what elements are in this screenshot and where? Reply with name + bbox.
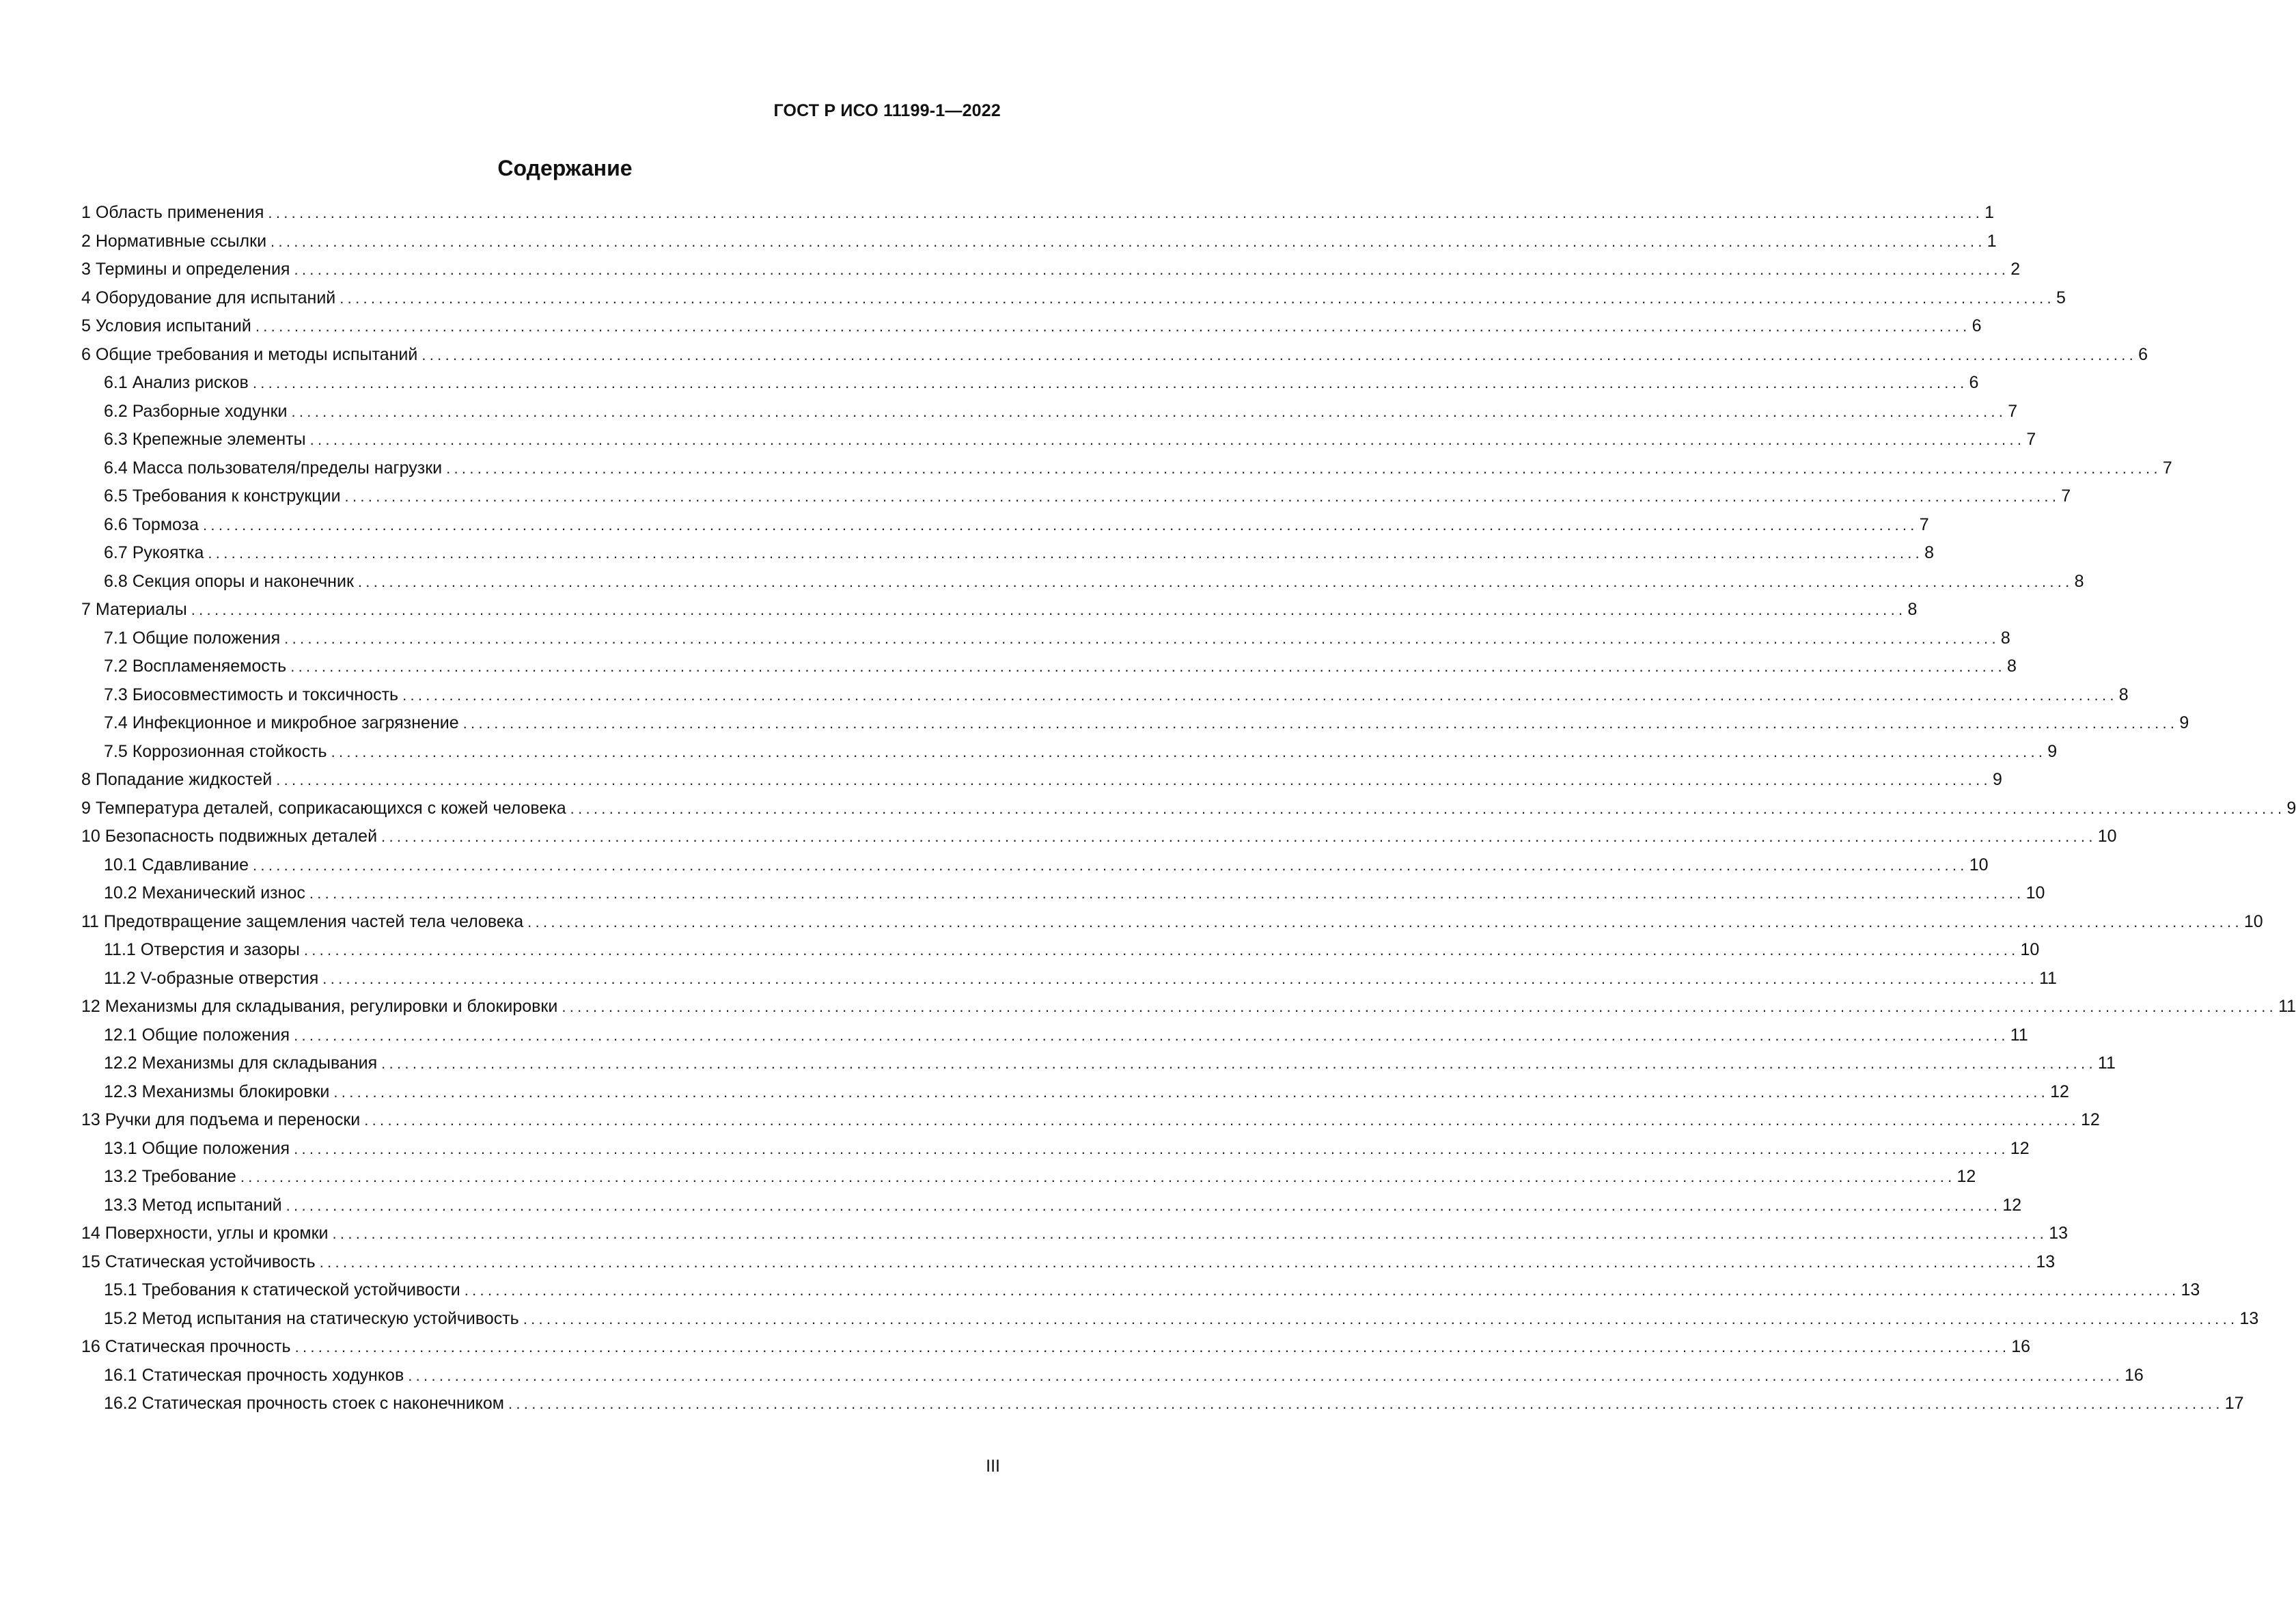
toc-entry-label: 4 Оборудование для испытаний — [81, 288, 336, 307]
toc-entry[interactable] — [81, 341, 2148, 370]
dot-leader: ............................................................................................................................................................................................................................ — [252, 374, 1968, 391]
toc-entry-label: 16.1 Статическая прочность ходунков — [104, 1365, 404, 1385]
toc-entry[interactable] — [81, 1333, 2031, 1362]
toc-entry[interactable] — [81, 568, 2084, 596]
toc-entry-page: 7 — [2026, 430, 2036, 449]
toc-entry[interactable] — [81, 823, 2117, 851]
toc-entry[interactable] — [81, 766, 2002, 795]
toc-entry-label: 7.1 Общие положения — [104, 628, 281, 648]
dot-leader: ............................................................................................................................................................................................................................ — [340, 289, 2055, 307]
dot-leader: ............................................................................................................................................................................................................................ — [255, 318, 1971, 335]
toc-entry-page: 12 — [2050, 1082, 2069, 1101]
toc-entry[interactable] — [81, 539, 1934, 568]
toc-entry-label: 7.2 Воспламеняемость — [104, 657, 287, 676]
dot-leader: ............................................................................................................................................................................................................................ — [408, 1366, 2123, 1384]
toc-entry-label: 8 Попадание жидкостей — [81, 770, 273, 789]
toc-entry[interactable] — [81, 482, 2071, 511]
toc-entry[interactable] — [81, 1078, 2069, 1107]
toc-entry-page: 8 — [2118, 685, 2129, 704]
dot-leader: ............................................................................................................................................................................................................................ — [464, 1282, 2180, 1299]
toc-entry[interactable] — [81, 1248, 2056, 1277]
dot-leader: ............................................................................................................................................................................................................................ — [570, 799, 2286, 817]
toc-entry-page: 11 — [2278, 997, 2296, 1016]
dot-leader: ............................................................................................................................................................................................................................ — [268, 204, 1984, 221]
toc-entry[interactable] — [81, 454, 2172, 483]
toc-entry-page: 1 — [1984, 203, 1995, 222]
toc-entry-page: 7 — [2061, 486, 2071, 506]
toc-entry[interactable] — [81, 1390, 2244, 1418]
toc-entry-page: 11 — [2010, 1025, 2028, 1045]
dot-leader: ............................................................................................................................................................................................................................ — [284, 629, 2000, 647]
toc-entry[interactable] — [81, 256, 2021, 284]
dot-leader: ............................................................................................................................................................................................................................ — [331, 743, 2047, 760]
toc-entry[interactable] — [81, 624, 2010, 653]
toc-entry[interactable] — [81, 1362, 2144, 1390]
toc-entry[interactable] — [81, 199, 1995, 228]
dot-leader: ............................................................................................................................................................................................................................ — [286, 1196, 2002, 1214]
toc-entry-page: 16 — [2011, 1337, 2031, 1356]
toc-entry[interactable] — [81, 709, 2189, 738]
dot-leader: ............................................................................................................................................................................................................................ — [421, 346, 2138, 363]
toc-entry-label: 6.2 Разборные ходунки — [104, 401, 288, 421]
toc-entry[interactable] — [81, 993, 2296, 1021]
toc-entry-label: 6.4 Масса пользователя/пределы нагрузки — [104, 458, 443, 478]
toc-entry-label: 6.3 Крепежные элементы — [104, 430, 306, 449]
toc-entry-label: 14 Поверхности, углы и кромки — [81, 1224, 329, 1243]
dot-leader: ............................................................................................................................................................................................................................ — [462, 715, 2179, 732]
toc-entry-page: 10 — [2025, 883, 2045, 903]
toc-entry-label: 12.2 Механизмы для складывания — [104, 1053, 378, 1073]
dot-leader: ............................................................................................................................................................................................................................ — [523, 1310, 2239, 1327]
toc-entry-label: 15.2 Метод испытания на статическую устойчивость — [104, 1308, 519, 1328]
toc-entry-page: 9 — [1992, 770, 2002, 789]
dot-leader: ............................................................................................................................................................................................................................ — [402, 686, 2118, 704]
dot-leader: ............................................................................................................................................................................................................................ — [303, 941, 2019, 959]
toc-entry-page: 9 — [2179, 713, 2189, 732]
dot-leader: ............................................................................................................................................................................................................................ — [294, 261, 2010, 278]
toc-entry-page: 5 — [2056, 288, 2066, 307]
toc-entry-page: 12 — [1956, 1167, 1976, 1186]
toc-entry-label: 10.2 Механический износ — [104, 883, 305, 903]
dot-leader: ............................................................................................................................................................................................................................ — [240, 1168, 1956, 1185]
toc-entry-label: 13.2 Требование — [104, 1167, 236, 1186]
toc-entry[interactable] — [81, 879, 2045, 908]
toc-entry[interactable] — [81, 652, 2017, 681]
toc-entry[interactable] — [81, 228, 1997, 256]
toc-entry-page: 9 — [2286, 798, 2296, 818]
toc-entry-label: 6.6 Тормоза — [104, 514, 199, 534]
toc-entry-label: 6.8 Секция опоры и наконечник — [104, 571, 354, 591]
toc-entry-label: 6.5 Требования к конструкции — [104, 486, 341, 506]
toc-entry-label: 10 Безопасность подвижных деталей — [81, 827, 378, 846]
dot-leader: ............................................................................................................................................................................................................................ — [357, 573, 2073, 590]
toc-entry-page: 12 — [2002, 1195, 2022, 1215]
toc-entry-label: 6.7 Рукоятка — [104, 543, 204, 562]
dot-leader: ............................................................................................................................................................................................................................ — [332, 1225, 2048, 1242]
toc-entry[interactable] — [81, 738, 2058, 767]
toc-entry-page: 16 — [2124, 1365, 2144, 1385]
dot-leader: ............................................................................................................................................................................................................................ — [208, 545, 1924, 562]
toc-entry-label: 13 Ручки для подъема и переноски — [81, 1110, 361, 1129]
toc-entry-page: 2 — [2010, 260, 2021, 279]
toc-entry-page: 9 — [2047, 741, 2058, 761]
toc-entry-label: 1 Область применения — [81, 203, 264, 222]
toc-entry[interactable] — [81, 908, 2263, 937]
toc-entry-page: 8 — [2006, 657, 2017, 676]
dot-leader: ............................................................................................................................................................................................................................ — [344, 488, 2060, 505]
dot-leader: ............................................................................................................................................................................................................................ — [309, 431, 2025, 448]
toc-entry[interactable] — [81, 851, 1989, 880]
toc-entry-page: 7 — [1919, 514, 1929, 534]
toc-entry[interactable] — [81, 795, 2296, 823]
dot-leader: ............................................................................................................................................................................................................................ — [294, 1140, 2009, 1157]
toc-entry[interactable] — [81, 398, 2018, 426]
toc-entry-label: 13.3 Метод испытаний — [104, 1195, 282, 1215]
document-id-header: ГОСТ Р ИСО 11199-1—2022 — [773, 101, 1001, 120]
dot-leader: ............................................................................................................................................................................................................................ — [562, 998, 2278, 1015]
toc-entry[interactable] — [81, 511, 1929, 540]
toc-entry-page: 6 — [1972, 316, 1982, 335]
toc-entry-label: 6 Общие требования и методы испытаний — [81, 344, 418, 364]
dot-leader: ............................................................................................................................................................................................................................ — [508, 1395, 2224, 1412]
toc-entry-page: 13 — [2036, 1252, 2056, 1271]
toc-entry-page: 8 — [1907, 600, 1918, 619]
toc-entry-page: 13 — [2239, 1308, 2259, 1328]
toc-entry-label: 15 Статическая устойчивость — [81, 1252, 316, 1271]
toc-entry[interactable] — [81, 596, 1918, 624]
toc-entry-label: 10.1 Сдавливание — [104, 855, 249, 874]
toc-entry-label: 12 Механизмы для складывания, регулировки и блокировки — [81, 997, 558, 1016]
toc-entry-label: 11.1 Отверстия и зазоры — [104, 940, 300, 959]
dot-leader: ............................................................................................................................................................................................................................ — [203, 516, 1918, 534]
toc-entry[interactable] — [81, 1135, 2030, 1163]
toc-entry-page: 11 — [2097, 1053, 2116, 1073]
toc-entry-label: 7 Материалы — [81, 600, 187, 619]
toc-entry-page: 6 — [2138, 344, 2148, 364]
toc-entry-label: 15.1 Требования к статической устойчивости — [104, 1280, 460, 1299]
toc-entry-page: 13 — [2049, 1224, 2069, 1243]
dot-leader: ............................................................................................................................................................................................................................ — [322, 969, 2038, 987]
toc-entry[interactable] — [81, 1191, 2022, 1220]
toc-entry-label: 11.2 V-образные отверстия — [104, 968, 319, 988]
dot-leader: ............................................................................................................................................................................................................................ — [381, 828, 2097, 845]
toc-entry-page: 6 — [1969, 373, 1979, 392]
dot-leader: ............................................................................................................................................................................................................................ — [271, 232, 1986, 250]
dot-leader: ............................................................................................................................................................................................................................ — [276, 771, 1991, 788]
toc-entry-page: 8 — [2000, 628, 2010, 648]
toc-entry-label: 6.1 Анализ рисков — [104, 373, 249, 392]
dot-leader: ............................................................................................................................................................................................................................ — [291, 402, 2007, 420]
dot-leader: ............................................................................................................................................................................................................................ — [294, 1338, 2010, 1355]
dot-leader: ............................................................................................................................................................................................................................ — [319, 1253, 2035, 1271]
toc-entry[interactable] — [81, 936, 2040, 965]
dot-leader: ............................................................................................................................................................................................................................ — [446, 459, 2161, 477]
page-number: III — [986, 1457, 1000, 1476]
toc-entry-label: 13.1 Общие положения — [104, 1138, 290, 1158]
dot-leader: ............................................................................................................................................................................................................................ — [364, 1112, 2079, 1129]
toc-entry[interactable] — [81, 284, 2066, 313]
toc-entry-label: 11 Предотвращение защемления частей тела человека — [81, 911, 524, 931]
toc-entry[interactable] — [81, 1276, 2200, 1305]
toc-entry[interactable] — [81, 1106, 2100, 1135]
toc-entry-page: 17 — [2224, 1394, 2244, 1413]
dot-leader: ............................................................................................................................................................................................................................ — [527, 913, 2243, 931]
toc-entry[interactable] — [81, 369, 1979, 398]
dot-leader: ............................................................................................................................................................................................................................ — [290, 658, 2006, 675]
toc-entry-page: 10 — [2243, 911, 2263, 931]
toc-entry-page: 8 — [1924, 543, 1934, 562]
toc-entry[interactable] — [81, 1305, 2259, 1334]
toc-entry-label: 3 Термины и определения — [81, 260, 290, 279]
toc-entry-page: 1 — [1987, 231, 1997, 251]
toc-entry-page: 8 — [2074, 571, 2084, 591]
dot-leader: ............................................................................................................................................................................................................................ — [381, 1055, 2097, 1072]
toc-entry-label: 12.1 Общие положения — [104, 1025, 290, 1045]
toc-entry-label: 7.4 Инфекционное и микробное загрязнение — [104, 713, 459, 732]
toc-title: Содержание — [497, 156, 633, 180]
toc-entry[interactable] — [81, 426, 2036, 454]
toc-entry-page: 11 — [2039, 968, 2057, 988]
toc-entry-label: 2 Нормативные ссылки — [81, 231, 267, 251]
toc-entry-label: 7.3 Биосовместимость и токсичность — [104, 685, 399, 704]
toc-entry-page: 12 — [2010, 1138, 2030, 1158]
toc-entry-label: 16 Статическая прочность — [81, 1337, 291, 1356]
toc-entry[interactable] — [81, 1220, 2069, 1248]
toc-entry-label: 9 Температура деталей, соприкасающихся с кожей человека — [81, 798, 566, 818]
toc-entry-label: 5 Условия испытаний — [81, 316, 251, 335]
toc-entry-label: 16.2 Статическая прочность стоек с наконечником — [104, 1394, 504, 1413]
toc-entry[interactable] — [81, 312, 1982, 341]
toc-entry[interactable] — [81, 965, 2057, 993]
dot-leader: ............................................................................................................................................................................................................................ — [253, 856, 1968, 874]
toc-entry[interactable] — [81, 1049, 2116, 1078]
toc-entry-page: 10 — [2097, 827, 2117, 846]
table-of-contents — [81, 199, 2296, 1418]
dot-leader: ............................................................................................................................................................................................................................ — [294, 1026, 2009, 1044]
toc-entry-page: 7 — [2008, 401, 2018, 421]
toc-entry-page: 10 — [2020, 940, 2040, 959]
dot-leader: ............................................................................................................................................................................................................................ — [191, 601, 1907, 618]
toc-entry-page: 13 — [2181, 1280, 2200, 1299]
toc-entry-page: 12 — [2080, 1110, 2100, 1129]
dot-leader: ............................................................................................................................................................................................................................ — [309, 885, 2025, 902]
toc-entry[interactable] — [81, 681, 2129, 710]
toc-entry-page: 10 — [1969, 855, 1989, 874]
dot-leader: ............................................................................................................................................................................................................................ — [333, 1083, 2049, 1101]
toc-entry-label: 7.5 Коррозионная стойкость — [104, 741, 327, 761]
toc-entry[interactable] — [81, 1021, 2028, 1050]
toc-entry-page: 7 — [2162, 458, 2172, 478]
toc-entry[interactable] — [81, 1163, 1976, 1191]
toc-entry-label: 12.3 Механизмы блокировки — [104, 1082, 330, 1101]
